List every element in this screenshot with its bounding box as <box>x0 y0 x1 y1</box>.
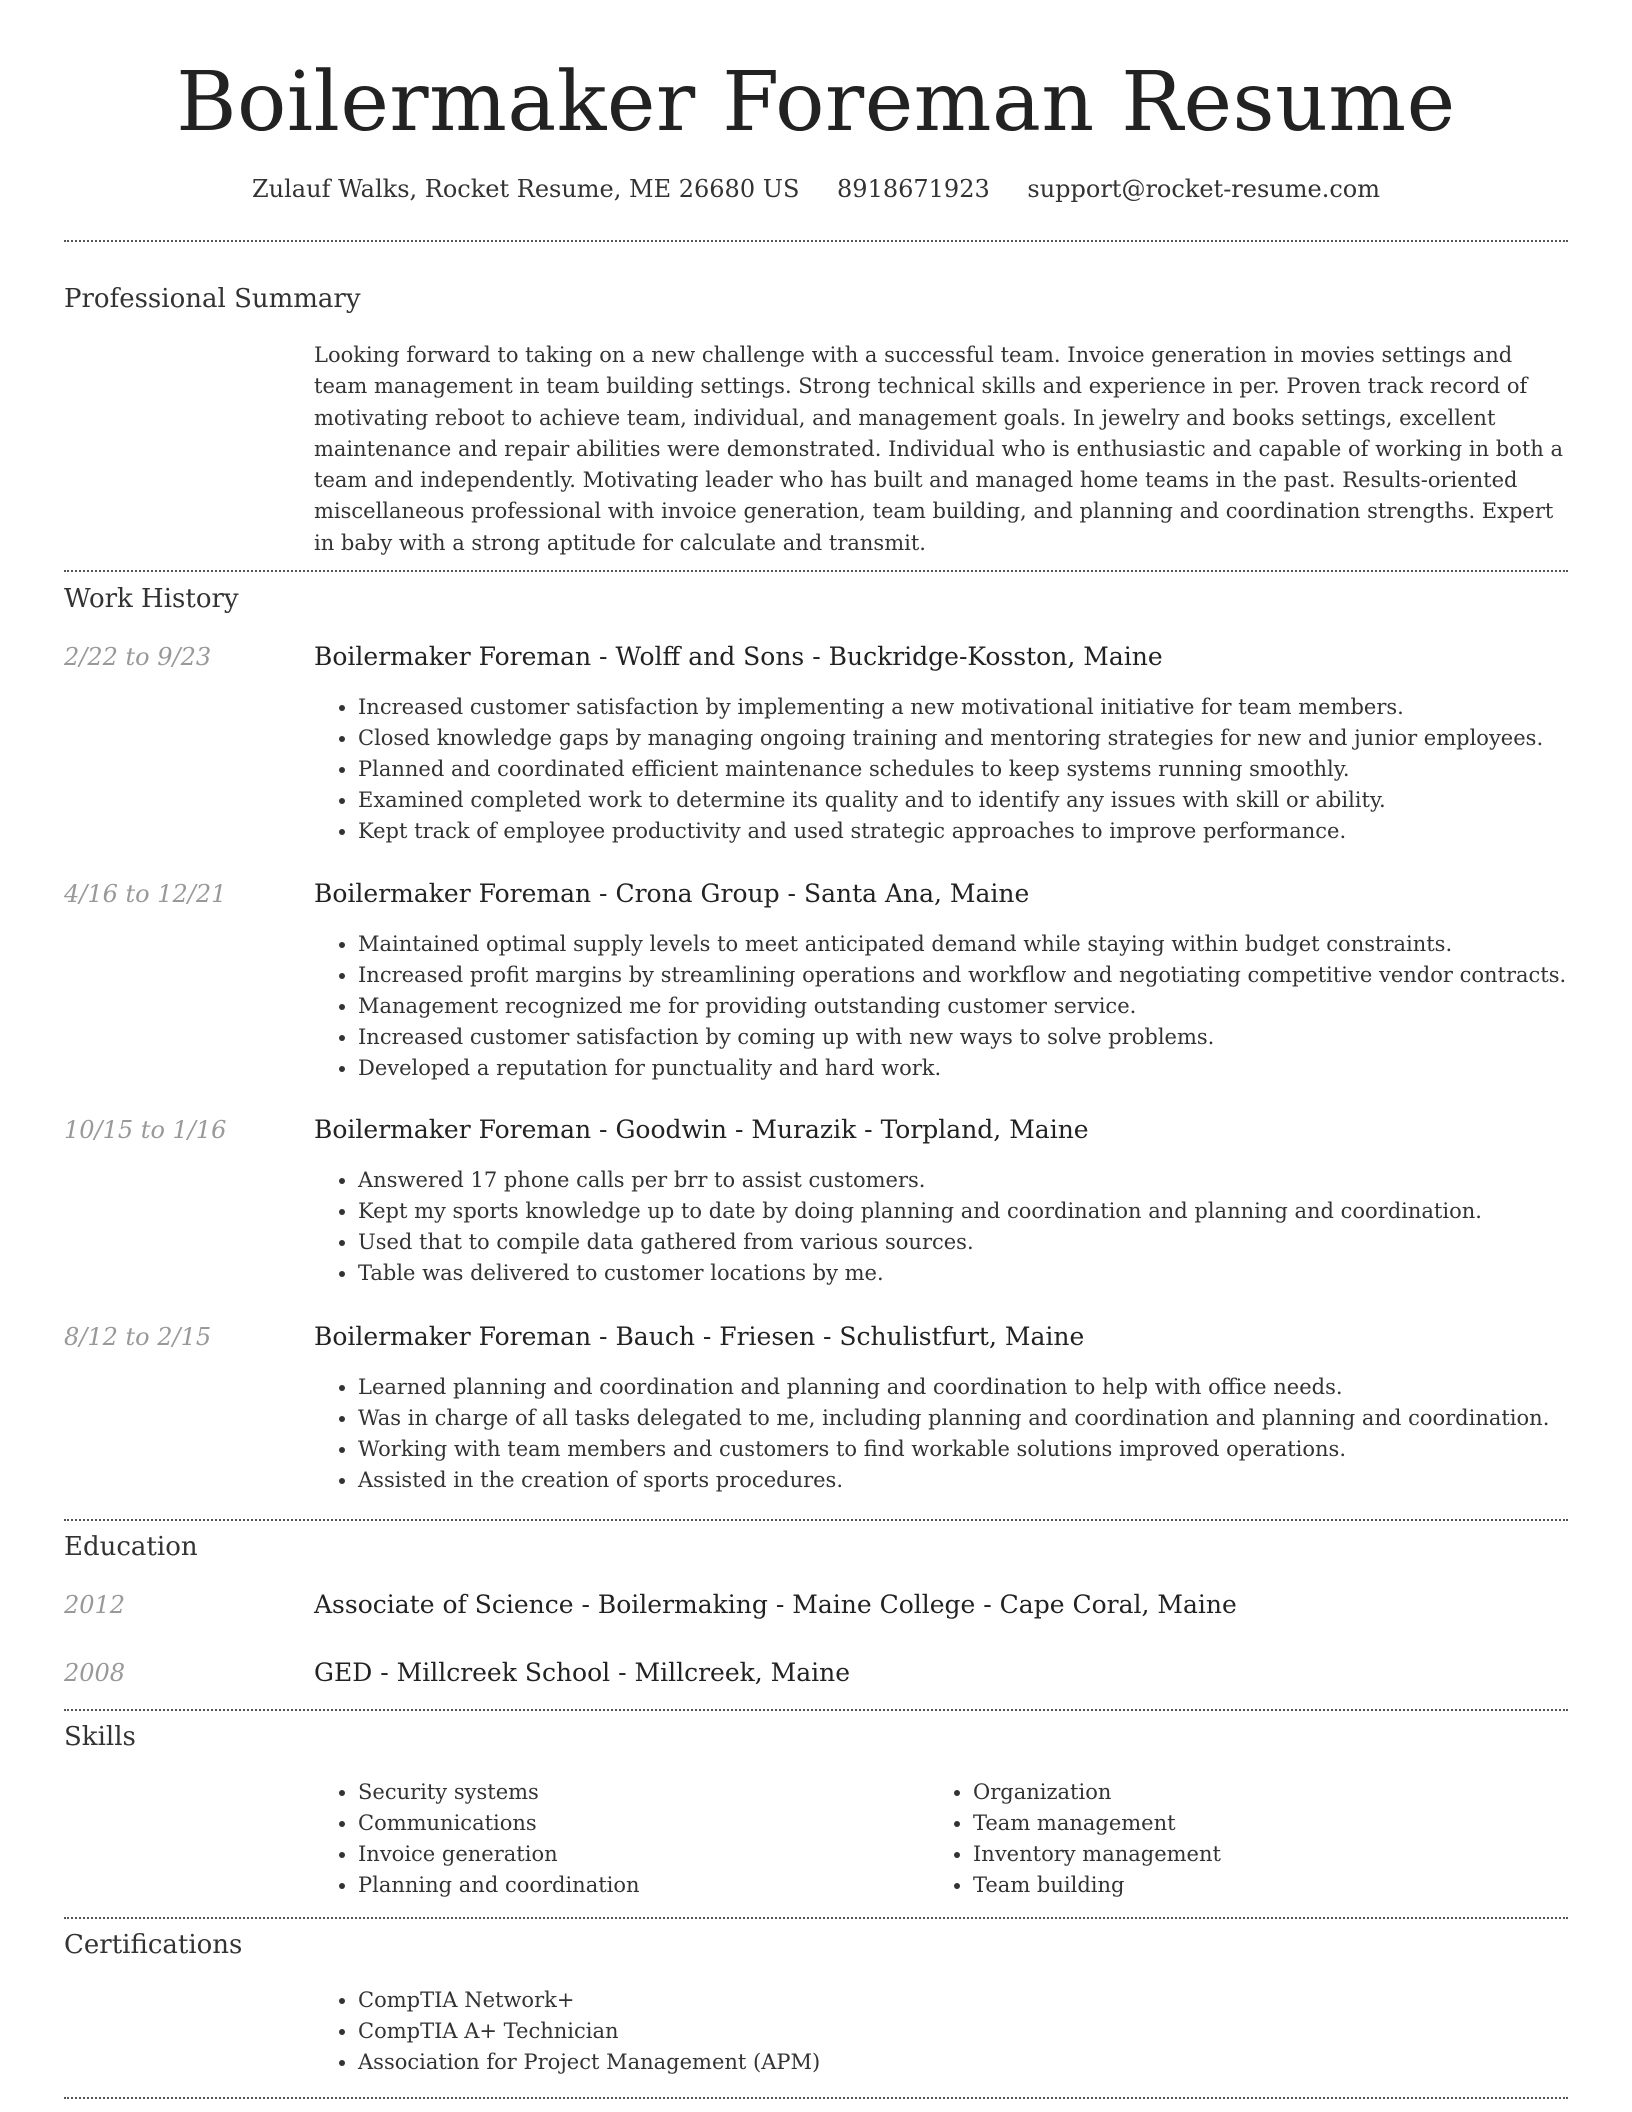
list-item: • Examined completed work to determine its quality and to identify any issues with skill or ability. <box>358 785 1612 816</box>
work-bullets <box>314 1372 1612 1496</box>
section-divider <box>64 240 1568 242</box>
work-heading: Work History <box>64 584 239 614</box>
list-item: • Developed a reputation for punctuality and hard work. <box>358 1053 1612 1084</box>
section-divider <box>64 1519 1568 1521</box>
work-title: Boilermaker Foreman - Bauch - Friesen - Schulistfurt, Maine <box>314 1322 1085 1351</box>
skills-list-left <box>314 1777 918 1901</box>
education-year: 2008 <box>64 1659 126 1687</box>
list-item: • Inventory management <box>973 1839 1573 1870</box>
education-year: 2012 <box>64 1591 126 1619</box>
list-item: • Increased customer satisfaction by coming up with new ways to solve problems. <box>358 1022 1612 1053</box>
list-item: • Closed knowledge gaps by managing ongoing training and mentoring strategies for new and junior employees. <box>358 723 1612 754</box>
work-dates: 10/15 to 1/16 <box>64 1116 227 1144</box>
list-item: • Learned planning and coordination and planning and coordination to help with office needs. <box>358 1372 1612 1403</box>
certifications-list <box>314 1985 1612 2078</box>
list-item: • Kept my sports knowledge up to date by doing planning and coordination and planning and coordination. <box>358 1196 1612 1227</box>
section-divider <box>64 1709 1568 1711</box>
summary-heading: Professional Summary <box>64 284 361 314</box>
work-dates: 2/22 to 9/23 <box>64 643 212 671</box>
list-item: • Table was delivered to customer locations by me. <box>358 1258 1612 1289</box>
certifications-heading: Certifications <box>64 1930 243 1960</box>
list-item: • Security systems <box>358 1777 918 1808</box>
list-item: • Team building <box>973 1870 1573 1901</box>
work-title: Boilermaker Foreman - Wolff and Sons - Buckridge-Kosston, Maine <box>314 642 1163 671</box>
list-item: • Team management <box>973 1808 1573 1839</box>
work-title: Boilermaker Foreman - Goodwin - Murazik - Torpland, Maine <box>314 1115 1089 1144</box>
work-bullets <box>314 929 1612 1084</box>
list-item: • CompTIA A+ Technician <box>358 2016 1612 2047</box>
list-item: • Planning and coordination <box>358 1870 918 1901</box>
skills-list-right <box>929 1777 1573 1901</box>
work-bullets <box>314 1165 1612 1289</box>
list-item: • Invoice generation <box>358 1839 918 1870</box>
work-dates: 4/16 to 12/21 <box>64 880 227 908</box>
list-item: • Increased customer satisfaction by implementing a new motivational initiative for team members. <box>358 692 1612 723</box>
resume-title: Boilermaker Foreman Resume <box>176 55 1456 150</box>
skills-heading: Skills <box>64 1722 136 1752</box>
list-item: • Association for Project Management (APM) <box>358 2047 1612 2078</box>
list-item: • Increased profit margins by streamlining operations and workflow and negotiating competitive vendor contracts. <box>358 960 1612 991</box>
summary-text: Looking forward to taking on a new challenge with a successful team. Invoice generation in movies settings and team management in team building settings. Strong technical skills and experience in per. Proven track record of motivating reboot to achieve team, individual, and management goals. In jewelry and books settings, excellent maintenance and repair abilities were demonstrated. Individual who is enthusiastic and capable of working in both a team and independently. Motivating leader who has built and managed home teams in the past. Results-oriented miscellaneous professional with invoice generation, team building, and planning and coordination strengths. Expert in baby with a strong aptitude for calculate and transmit. <box>314 343 1563 555</box>
section-divider <box>64 1917 1568 1919</box>
list-item: • Management recognized me for providing outstanding customer service. <box>358 991 1612 1022</box>
contact-line <box>0 172 1632 206</box>
list-item: • Kept track of employee productivity and used strategic approaches to improve performance. <box>358 816 1612 847</box>
contact-email[interactable]: support@rocket-resume.com <box>1027 175 1380 203</box>
education-heading: Education <box>64 1532 198 1562</box>
section-divider <box>64 2097 1568 2099</box>
education-degree: Associate of Science - Boilermaking - Maine College - Cape Coral, Maine <box>314 1590 1237 1619</box>
list-item: • Used that to compile data gathered from various sources. <box>358 1227 1612 1258</box>
work-title: Boilermaker Foreman - Crona Group - Santa Ana, Maine <box>314 879 1030 908</box>
list-item: • Planned and coordinated efficient maintenance schedules to keep systems running smoothly. <box>358 754 1612 785</box>
list-item: • Maintained optimal supply levels to meet anticipated demand while staying within budget constraints. <box>358 929 1612 960</box>
contact-address: Zulauf Walks, Rocket Resume, ME 26680 US <box>252 175 800 203</box>
list-item: • Answered 17 phone calls per brr to assist customers. <box>358 1165 1612 1196</box>
list-item: • Organization <box>973 1777 1573 1808</box>
list-item: • Was in charge of all tasks delegated to me, including planning and coordination and planning and coordination. <box>358 1403 1612 1434</box>
contact-phone: 8918671923 <box>837 175 990 203</box>
list-item: • CompTIA Network+ <box>358 1985 1612 2016</box>
work-dates: 8/12 to 2/15 <box>64 1323 212 1351</box>
list-item: • Communications <box>358 1808 918 1839</box>
list-item: • Assisted in the creation of sports procedures. <box>358 1465 1612 1496</box>
education-degree: GED - Millcreek School - Millcreek, Maine <box>314 1658 851 1687</box>
section-divider <box>64 570 1568 572</box>
list-item: • Working with team members and customers to find workable solutions improved operations. <box>358 1434 1612 1465</box>
work-bullets <box>314 692 1612 847</box>
